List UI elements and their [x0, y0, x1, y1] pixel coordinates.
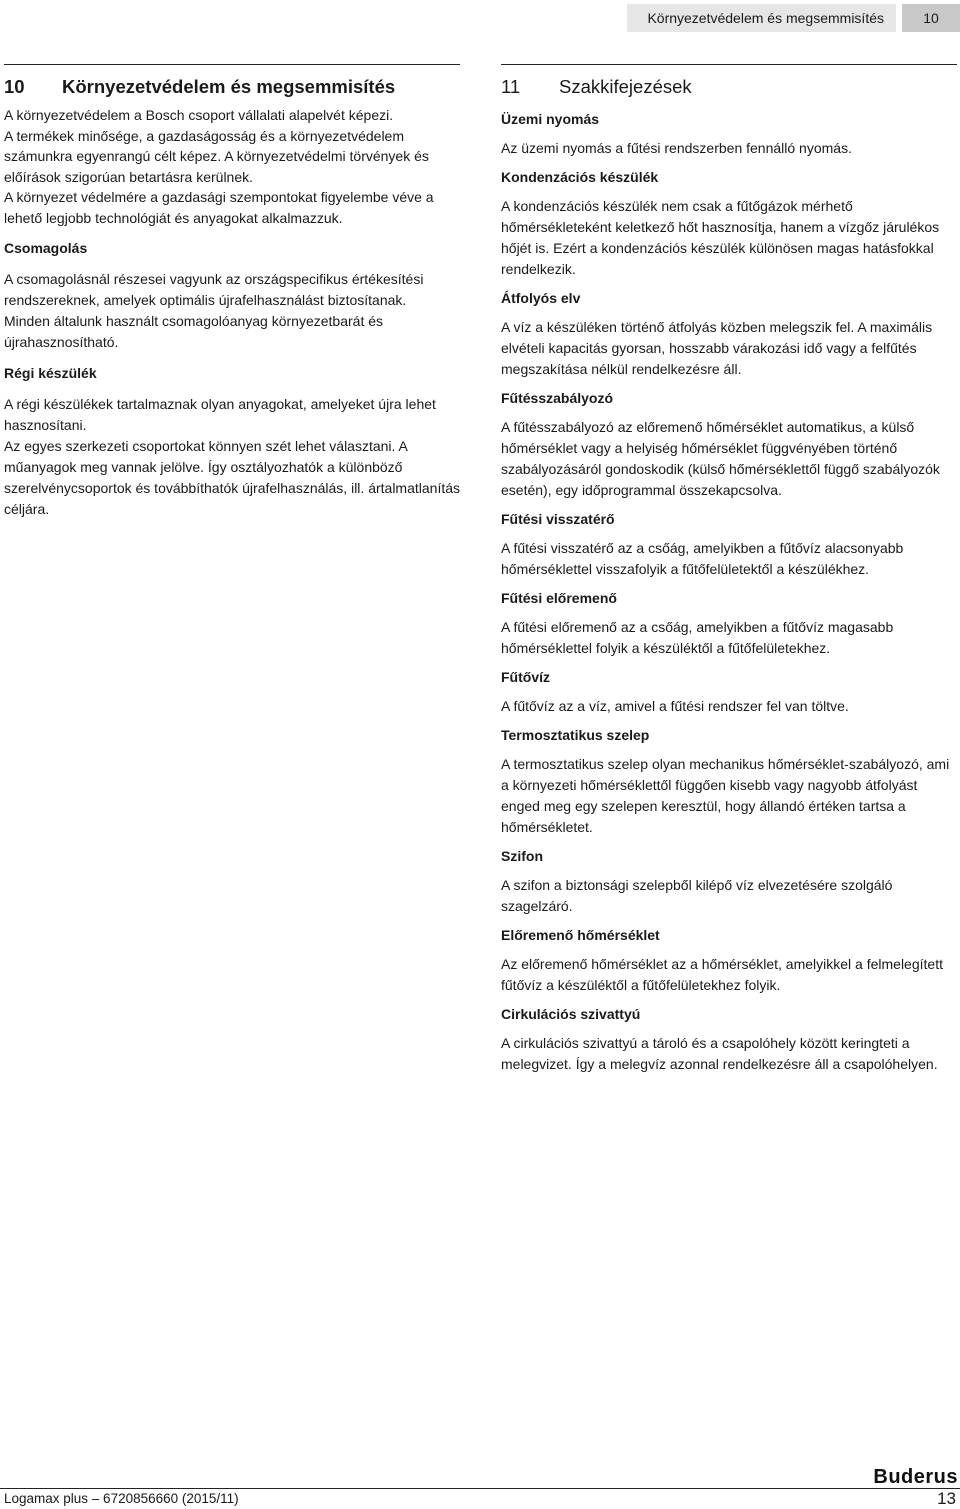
footer-page-number: 13 [937, 1489, 956, 1508]
glossary-term [501, 109, 957, 159]
term-heading: Fűtésszabályozó [501, 390, 614, 406]
subheading-old-device: Régi készülék [4, 365, 97, 381]
glossary-term [501, 667, 957, 717]
glossary-term [501, 588, 957, 659]
section-number: 10 [4, 76, 25, 97]
glossary-term [501, 167, 957, 280]
term-heading: Üzemi nyomás [501, 111, 600, 127]
glossary-term [501, 925, 957, 996]
term-definition: A fűtési előremenő az a csőág, amelyikben a fűtővíz magasabb hőmérséklettel folyik a készüléktől a fűtőfelületekhez. [501, 619, 894, 656]
term-definition: A fűtési visszatérő az a csőág, amelyikben a fűtővíz alacsonyabb hőmérséklettel visszafolyik a fűtőfelületektől a készülékhez. [501, 540, 904, 577]
right-column [501, 64, 957, 1075]
term-definition: A fűtővíz az a víz, amivel a fűtési rendszer fel van töltve. [501, 698, 849, 714]
page-header [0, 0, 960, 36]
footer-rule [0, 1488, 960, 1489]
running-header-title: Környezetvédelem és megsemmisítés [627, 4, 896, 32]
section-title: Szakkifejezések [559, 76, 692, 97]
buderus-logo: Buderus [873, 1466, 958, 1488]
glossary-term [501, 288, 957, 380]
left-column [4, 64, 460, 520]
glossary-term [501, 388, 957, 501]
term-heading: Előremenő hőmérséklet [501, 927, 660, 943]
section-heading [4, 73, 460, 101]
term-heading: Fűtővíz [501, 669, 550, 685]
term-definition: Az üzemi nyomás a fűtési rendszerben fennálló nyomás. [501, 140, 852, 156]
packaging-paragraph: Minden általunk használt csomagolóanyag környezetbarát és újrahasznosítható. [4, 313, 384, 350]
subheading-packaging: Csomagolás [4, 240, 88, 256]
packaging-paragraph: A csomagolásnál részesei vagyunk az országspecifikus értékesítési rendszereknek, amelyek optimális újrafelhasználást biztosítanak. [4, 271, 424, 308]
section-rule [4, 64, 460, 65]
section-number: 11 [501, 76, 521, 97]
term-heading: Szifon [501, 848, 543, 864]
running-header-chapter-number: 10 [902, 4, 960, 32]
intro-paragraph: A környezetvédelem a Bosch csoport vállalati alapelvét képezi. [4, 107, 394, 123]
term-definition: Az előremenő hőmérséklet az a hőmérséklet, amelyikkel a felmelegített fűtővíz a készüléktől a fűtőfelületekhez folyik. [501, 956, 943, 993]
intro-block [4, 105, 460, 228]
old-device-paragraph: Az egyes szerkezeti csoportokat könnyen szét lehet választani. A műanyagok meg vannak jelölve. Így osztályozhatók a különböző szerelvénycsoportok és továbbíthatók újrafelhasználás, ill. ártalmatlanítás céljára. [4, 438, 461, 517]
old-device-paragraph: A régi készülékek tartalmaznak olyan anyagokat, amelyeket újra lehet hasznosítani. [4, 396, 436, 433]
term-definition: A kondenzációs készülék nem csak a fűtőgázok mérhető hőmérsékleteként keletkező hőt hasznosítja, hanem a vízgőz járulékos hőjét is. Ezért a kondenzációs készülék különösen magas hatásfokkal rendelkezik. [501, 198, 940, 277]
term-heading: Fűtési visszatérő [501, 511, 615, 527]
term-heading: Átfolyós elv [501, 290, 581, 306]
glossary-term [501, 509, 957, 580]
glossary-term [501, 725, 957, 838]
section-rule [501, 64, 957, 65]
term-heading: Cirkulációs szivattyú [501, 1006, 641, 1022]
intro-paragraph: A környezet védelmére a gazdasági szempontokat figyelembe véve a lehető legjobb technológiát és anyagokat alkalmazzuk. [4, 189, 434, 226]
term-heading: Termosztatikus szelep [501, 727, 650, 743]
term-definition: A szifon a biztonsági szelepből kilépő víz elvezetésére szolgáló szagelzáró. [501, 877, 893, 914]
term-definition: A cirkulációs szivattyú a tároló és a csapolóhely között keringteti a melegvizet. Így a melegvíz azonnal rendelkezésre áll a csapolóhelyen. [501, 1035, 938, 1072]
term-definition: A víz a készüléken történő átfolyás közben melegszik fel. A maximális elvételi kapacitás gyorsan, hosszabb várakozási idő vagy a felfűtés megszakítása nélkül rendelkezésre áll. [501, 319, 933, 377]
term-definition: A fűtésszabályozó az előremenő hőmérséklet automatikus, a külső hőmérséklet vagy a helyiség hőmérséklet függvényében történő szabályozásáról gondoskodik (külső hőmérséklettől függő szabályozók esetén), egy időprogrammal összekapcsolva. [501, 419, 940, 498]
glossary-term [501, 1004, 957, 1075]
footer-document-reference: Logamax plus – 6720856660 (2015/11) [4, 1491, 239, 1506]
term-heading: Fűtési előremenő [501, 590, 617, 606]
section-heading [501, 73, 957, 101]
intro-paragraph: A termékek minősége, a gazdaságosság és a környezetvédelem számunkra egyenrangú célt képez. A környezetvédelmi törvények és előírások szigorúan betartásra kerülnek. [4, 127, 429, 185]
term-heading: Kondenzációs készülék [501, 169, 659, 185]
section-title: Környezetvédelem és megsemmisítés [62, 76, 396, 97]
term-definition: A termosztatikus szelep olyan mechanikus hőmérséklet-szabályozó, ami a környezeti hőmérséklettől függően kisebb vagy nagyobb átfolyást enged meg egy szelepen keresztül, hogy állandó értéken tartsa a hőmérsékletet. [501, 756, 950, 835]
glossary-term [501, 846, 957, 917]
